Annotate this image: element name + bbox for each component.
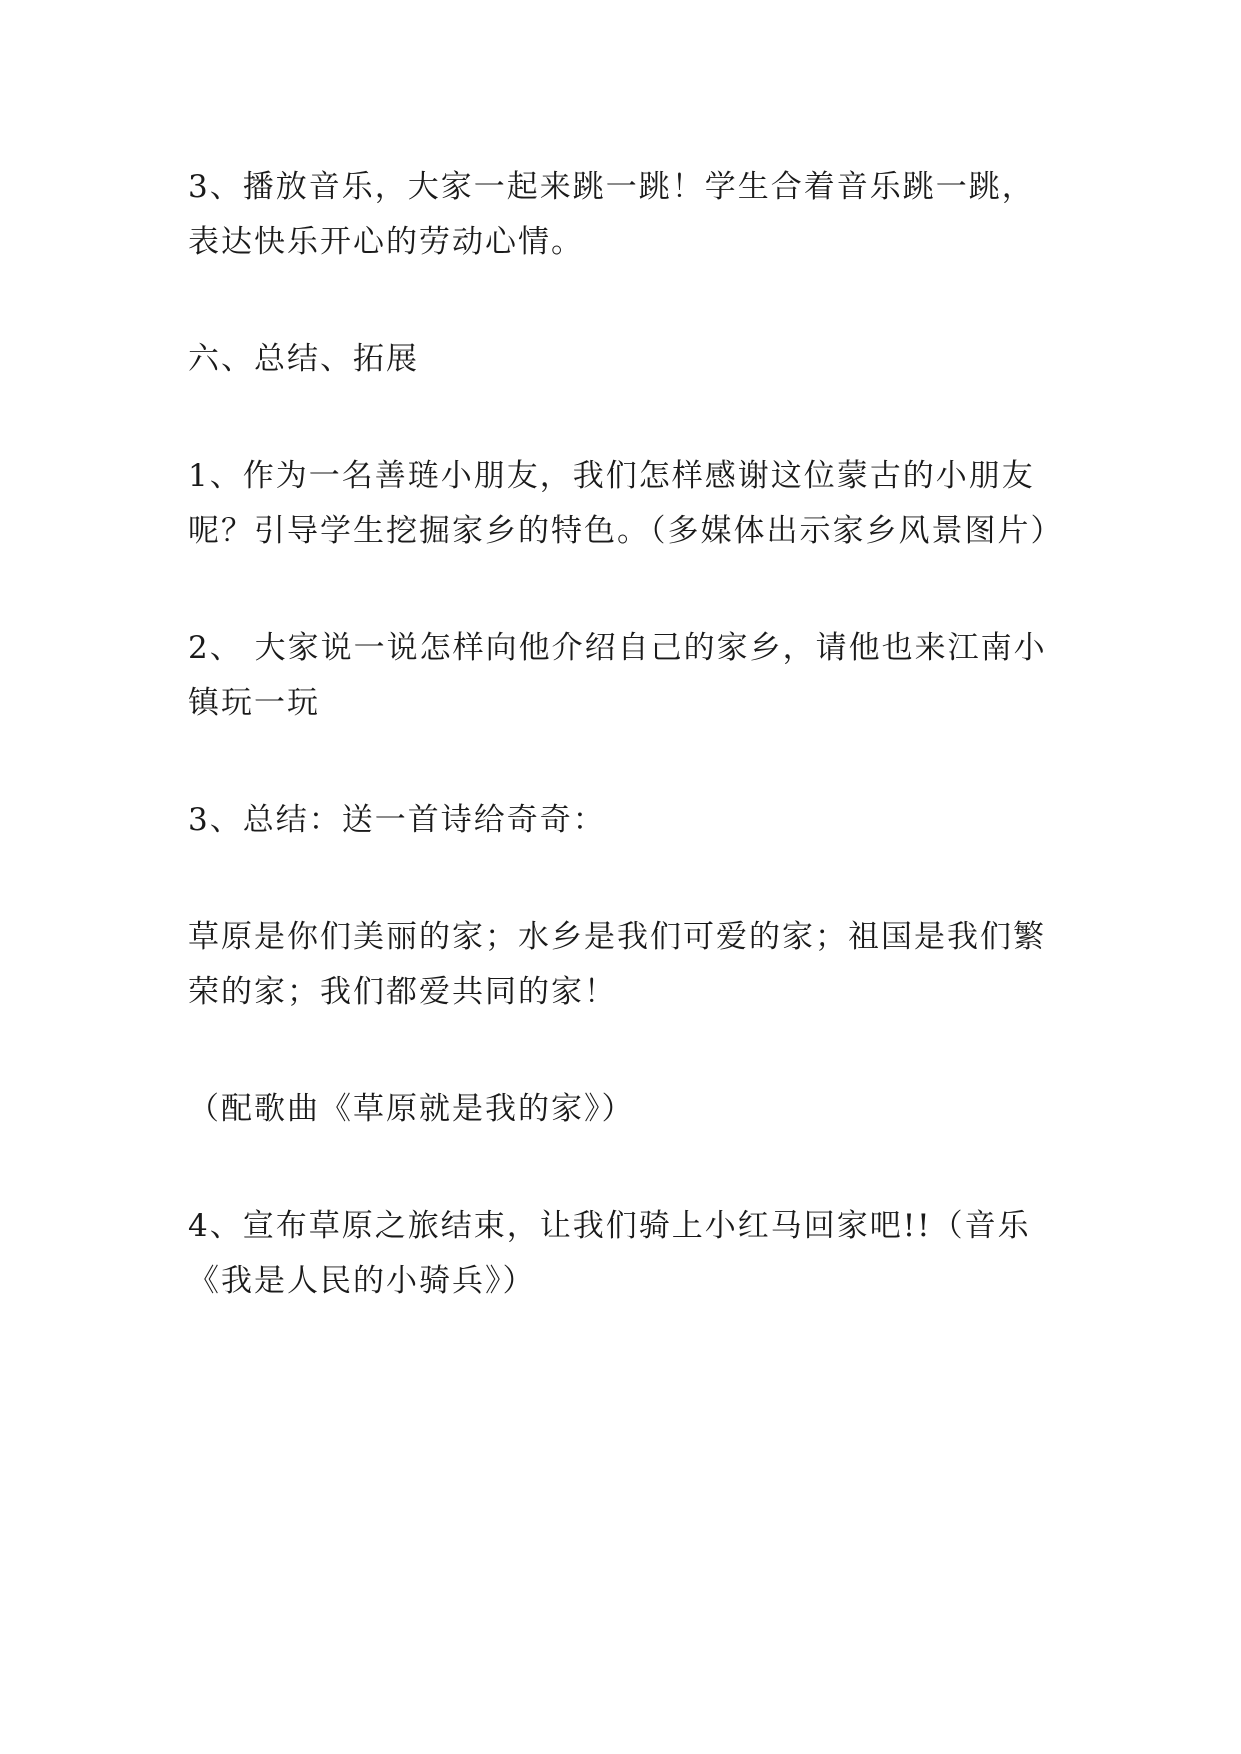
paragraph-item-4-end (188, 1199, 1068, 1309)
paragraph-line: 草原是你们美丽的家；水乡是我们可爱的家；祖国是我们繁 (188, 919, 1046, 955)
paragraph-poem (188, 910, 1068, 1020)
paragraph-song-note (188, 1082, 1068, 1137)
paragraph-line: 1、作为一名善琏小朋友，我们怎样感谢这位蒙古的小朋友 (188, 458, 1035, 494)
paragraph-item-3-summary (188, 793, 1068, 848)
paragraph-step-3-dance (188, 160, 1068, 270)
paragraph-line: 镇玩一玩 (188, 685, 320, 721)
paragraph-line: 《我是人民的小骑兵》） (188, 1263, 536, 1299)
paragraph-line: 3、播放音乐，大家一起来跳一跳！学生合着音乐跳一跳， (188, 169, 1035, 205)
document-body (188, 160, 1068, 1371)
paragraph-line: 荣的家；我们都爱共同的家！ (188, 974, 617, 1010)
section-heading-text: 六、总结、拓展 (188, 341, 419, 377)
paragraph-line: 2、 大家说一说怎样向他介绍自己的家乡，请他也来江南小 (188, 630, 1047, 666)
paragraph-line: 呢？引导学生挖掘家乡的特色。（多媒体出示家乡风景图片） (188, 513, 1064, 549)
paragraph-line: 3、总结：送一首诗给奇奇： (188, 802, 606, 838)
paragraph-line: （配歌曲《草原就是我的家》） (188, 1091, 635, 1127)
paragraph-item-1-thanks (188, 449, 1068, 559)
paragraph-line: 表达快乐开心的劳动心情。 (188, 224, 584, 260)
paragraph-item-2-introduce (188, 621, 1068, 731)
section-heading (188, 332, 1068, 387)
paragraph-line: 4、宣布草原之旅结束，让我们骑上小红马回家吧!!（音乐 (188, 1208, 1031, 1244)
